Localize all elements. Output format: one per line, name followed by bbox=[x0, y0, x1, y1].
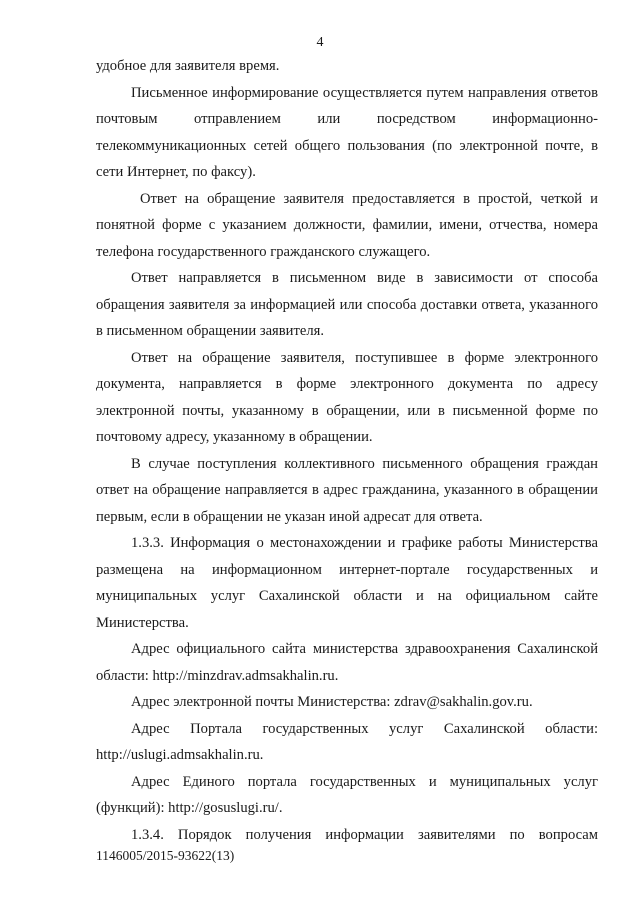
paragraph-portal-address: Адрес Портала государственных услуг Сахалинской области: http://uslugi.admsakhalin.ru. bbox=[96, 720, 598, 763]
document-body bbox=[96, 53, 598, 848]
paragraph-section-1-3-3: 1.3.3. Информация о местонахождении и графике работы Министерства размещена на информационном интернет-портале государственных и муниципальных услуг Сахалинской области и на официальном сайте Министерства. bbox=[96, 535, 598, 631]
paragraph-continuation: удобное для заявителя время. bbox=[96, 58, 280, 74]
paragraph-email-address: Адрес электронной почты Министерства: zdrav@sakhalin.gov.ru. bbox=[131, 694, 533, 710]
paragraph-electronic-response: Ответ на обращение заявителя, поступившее в форме электронного документа, направляется в форме электронного документа по адресу электронной почты, указанному в обращении, или в письменной форме по почтовому адресу, указанному в обращении. bbox=[96, 349, 598, 445]
document-footer-code: 1146005/2015-93622(13) bbox=[96, 848, 235, 863]
paragraph-collective-appeal: В случае поступления коллективного письменного обращения граждан ответ на обращение направляется в адрес гражданина, указанного в обращении первым, если в обращении не указан иной адресат для ответа. bbox=[96, 455, 598, 525]
paragraph-response-form: Ответ на обращение заявителя предоставляется в простой, четкой и понятной форме с указанием должности, фамилии, имени, отчества, номера телефона государственного гражданского служащего. bbox=[96, 190, 598, 260]
paragraph-response-method: Ответ направляется в письменном виде в зависимости от способа обращения заявителя за информацией или способа доставки ответа, указанного в письменном обращении заявителя. bbox=[96, 270, 598, 339]
paragraph-section-1-3-4: 1.3.4. Порядок получения информации заявителями по вопросам bbox=[131, 826, 598, 843]
paragraph-official-site-address: Адрес официального сайта министерства здравоохранения Сахалинской области: http://minzdrav.admsakhalin.ru. bbox=[96, 641, 598, 684]
paragraph-unified-portal-address: Адрес Единого портала государственных и муниципальных услуг (функций): http://gosuslugi.ru/. bbox=[96, 773, 598, 816]
page-number: 4 bbox=[316, 35, 324, 50]
paragraph-written-informing: Письменное информирование осуществляется путем направления ответов почтовым отправлением или посредством информационно-телекоммуникационных сетей общего пользования (по электронной почте, в сети Интернет, по факсу). bbox=[96, 84, 598, 180]
